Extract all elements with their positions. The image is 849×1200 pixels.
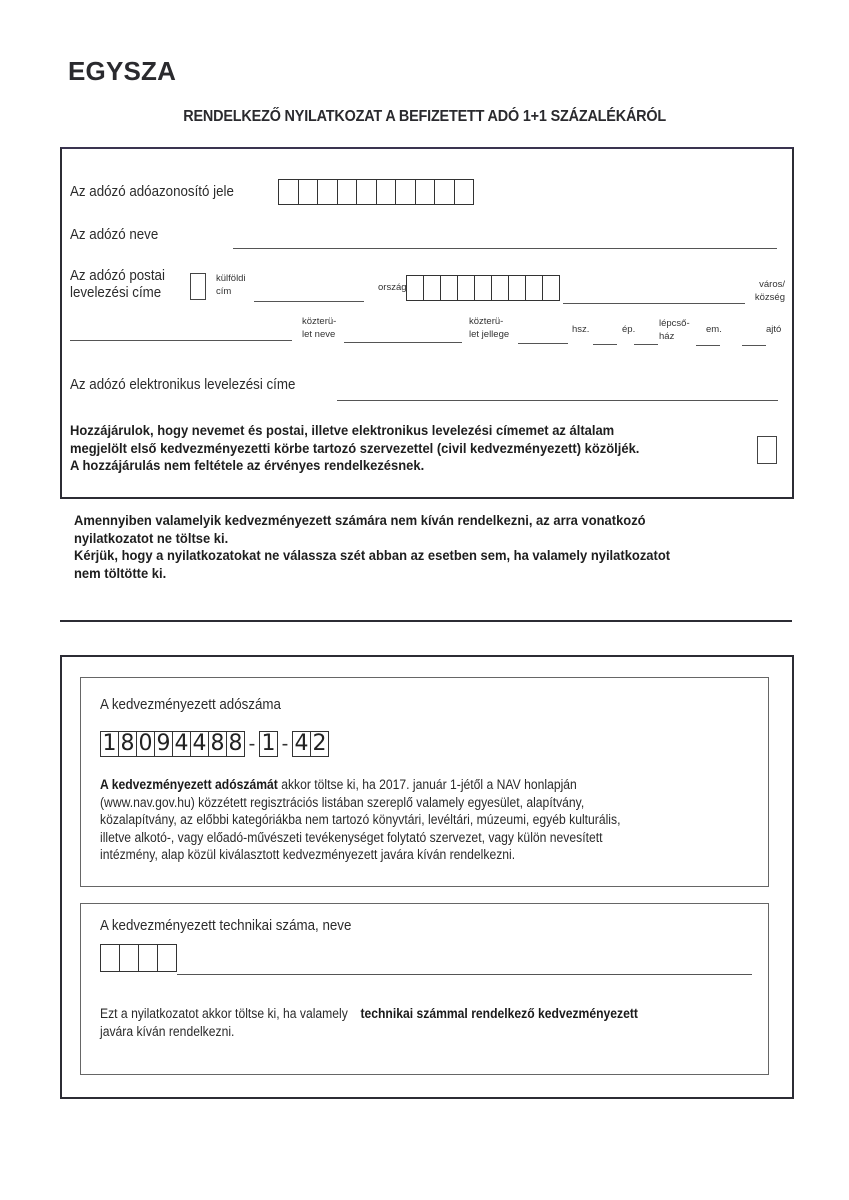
- tax-id-cell[interactable]: [298, 179, 319, 205]
- technical-number-input[interactable]: [100, 944, 176, 972]
- staircase-label: [659, 317, 690, 343]
- tax-number-digit[interactable]: 1: [259, 731, 278, 757]
- technical-name-input-line[interactable]: [177, 974, 752, 975]
- postcode-input[interactable]: [406, 275, 559, 301]
- postal-label: [70, 268, 165, 302]
- postal-label-line2: levelezési címe: [70, 285, 162, 301]
- tax-number-digit[interactable]: 2: [310, 731, 329, 757]
- city-label-line1: város/: [759, 279, 785, 290]
- technical-desc-line2: javára kíván rendelkezni.: [100, 1023, 235, 1039]
- tax-number-digit[interactable]: 4: [292, 731, 311, 757]
- street-name-label: [302, 315, 336, 341]
- email-label: Az adózó elektronikus levelezési címe: [70, 377, 296, 393]
- floor-label: em.: [706, 324, 722, 335]
- tax-id-cell[interactable]: [395, 179, 416, 205]
- notice-line1: Amennyiben valamelyik kedvezményezett számára nem kíván rendelkezni, az arra vonatkozó: [74, 513, 646, 528]
- tax-id-cell[interactable]: [454, 179, 475, 205]
- technical-number-label: A kedvezményezett technikai száma, neve: [100, 918, 352, 934]
- tax-number-digit[interactable]: 1: [100, 731, 119, 757]
- tax-number-separator: -: [281, 733, 289, 755]
- technical-number-cell[interactable]: [157, 944, 177, 972]
- postal-label-line1: Az adózó postai: [70, 268, 165, 284]
- tax-number-digit[interactable]: 4: [190, 731, 209, 757]
- form-code: EGYSZA: [68, 56, 177, 86]
- technical-desc-prefix: Ezt a nyilatkozatot akkor töltse ki, ha valamely: [100, 1006, 348, 1021]
- consent-line3: A hozzájárulás nem feltétele az érvényes rendelkezésnek.: [70, 458, 425, 473]
- city-label-line2: község: [754, 292, 785, 303]
- street-type-label-line1: közterü-: [469, 316, 504, 327]
- postcode-cell[interactable]: [423, 275, 441, 301]
- postcode-cell[interactable]: [491, 275, 509, 301]
- consent-checkbox[interactable]: [757, 436, 777, 464]
- postcode-cell[interactable]: [525, 275, 543, 301]
- beneficiary-tax-number-input[interactable]: [100, 731, 328, 757]
- staircase-label-line1: lépcső-: [659, 318, 690, 329]
- street-type-label: [469, 315, 509, 341]
- consent-text: [70, 422, 639, 475]
- foreign-label-line1: külföldi: [216, 273, 246, 284]
- notice-line3: Kérjük, hogy a nyilatkozatokat ne válassza szét abban az esetben sem, ha valamely nyilatkozatot: [74, 548, 671, 563]
- tax-number-digit[interactable]: 8: [226, 731, 245, 757]
- section-divider: [60, 620, 792, 622]
- page-title: RENDELKEZŐ NYILATKOZAT A BEFIZETETT ADÓ 1+1 SZÁZALÉKÁRÓL: [183, 108, 667, 125]
- beneficiary-tax-number-label: A kedvezményezett adószáma: [100, 697, 281, 713]
- foreign-address-input-line[interactable]: [254, 301, 364, 302]
- tax-id-label: Az adózó adóazonosító jele: [70, 184, 234, 200]
- technical-number-cell[interactable]: [119, 944, 139, 972]
- notice-line2: nyilatkozatot ne töltse ki.: [74, 530, 229, 546]
- desc-line1: akkor töltse ki, ha 2017. január 1-jétől a NAV honlapján: [277, 777, 577, 792]
- tax-number-digit[interactable]: 0: [136, 731, 155, 757]
- foreign-address-label: [216, 272, 246, 298]
- tax-id-cell[interactable]: [278, 179, 299, 205]
- consent-line1: Hozzájárulok, hogy nevemet és postai, illetve elektronikus levelezési címemet az általam: [70, 423, 615, 438]
- tax-id-cell[interactable]: [434, 179, 455, 205]
- tax-number-digit[interactable]: 8: [118, 731, 137, 757]
- desc-line2: (www.nav.gov.hu) közzétett regisztrációs listában szereplő valamely egyesület, alapítvány,: [100, 794, 585, 810]
- postcode-cell[interactable]: [457, 275, 475, 301]
- foreign-label-line2: cím: [216, 286, 232, 297]
- floor-input-line[interactable]: [696, 345, 720, 346]
- desc-line4: illetve alkotó-, vagy előadó-művészeti tevékenységet folytató szervezet, vagy külön nevesített: [100, 829, 603, 845]
- beneficiary-tax-number-description: [100, 776, 620, 864]
- technical-number-cell[interactable]: [138, 944, 158, 972]
- house-number-label: hsz.: [572, 324, 590, 335]
- house-number-input-line[interactable]: [593, 344, 617, 345]
- street-type-input-line[interactable]: [518, 343, 568, 344]
- name-label: Az adózó neve: [70, 227, 159, 243]
- postcode-cell[interactable]: [508, 275, 526, 301]
- tax-number-digit[interactable]: 8: [208, 731, 227, 757]
- street-name-input-line[interactable]: [344, 342, 462, 343]
- technical-description: [100, 1005, 638, 1040]
- door-label: ajtó: [766, 324, 782, 335]
- notice-line4: nem töltötte ki.: [74, 565, 167, 581]
- technical-number-cell[interactable]: [100, 944, 120, 972]
- country-label: ország: [378, 282, 407, 293]
- foreign-address-checkbox[interactable]: [190, 273, 206, 300]
- name-input-line[interactable]: [233, 248, 777, 249]
- tax-id-cell[interactable]: [415, 179, 436, 205]
- postcode-cell[interactable]: [542, 275, 560, 301]
- staircase-label-line2: ház: [659, 331, 675, 342]
- postcode-cell[interactable]: [440, 275, 458, 301]
- street-prefix-input-line[interactable]: [70, 340, 292, 341]
- notice-text: [74, 512, 670, 582]
- tax-id-cell[interactable]: [356, 179, 377, 205]
- street-name-label-line2: let neve: [302, 329, 336, 340]
- desc-bold: A kedvezményezett adószámát: [100, 777, 278, 792]
- tax-id-cell[interactable]: [317, 179, 338, 205]
- desc-line3: közalapítvány, az előbbi kategóriákba nem tartozó könyvtári, levéltári, múzeumi, egyéb kulturális,: [100, 812, 621, 827]
- tax-number-digit[interactable]: 9: [154, 731, 173, 757]
- desc-line5: intézmény, alap közül kiválasztott kedvezményezett javára kíván rendelkezni.: [100, 847, 516, 862]
- consent-line2: megjelölt első kedvezményezetti körbe tartozó szervezettel (civil kedvezményezett) közöljék.: [70, 440, 640, 456]
- tax-id-input[interactable]: [278, 179, 473, 205]
- city-label: [750, 278, 785, 304]
- city-input-line[interactable]: [563, 303, 745, 304]
- building-label: ép.: [622, 324, 636, 335]
- door-input-line[interactable]: [742, 345, 766, 346]
- technical-desc-bold: technikai számmal rendelkező kedvezményezett: [360, 1006, 638, 1021]
- street-name-label-line1: közterü-: [302, 316, 337, 327]
- postcode-cell[interactable]: [474, 275, 492, 301]
- building-input-line[interactable]: [634, 344, 658, 345]
- tax-number-digit[interactable]: 4: [172, 731, 191, 757]
- email-input-line[interactable]: [337, 400, 778, 401]
- street-type-label-line2: let jellege: [469, 329, 510, 340]
- tax-id-cell[interactable]: [376, 179, 397, 205]
- postcode-cell[interactable]: [406, 275, 424, 301]
- tax-id-cell[interactable]: [337, 179, 358, 205]
- tax-number-separator: -: [248, 733, 256, 755]
